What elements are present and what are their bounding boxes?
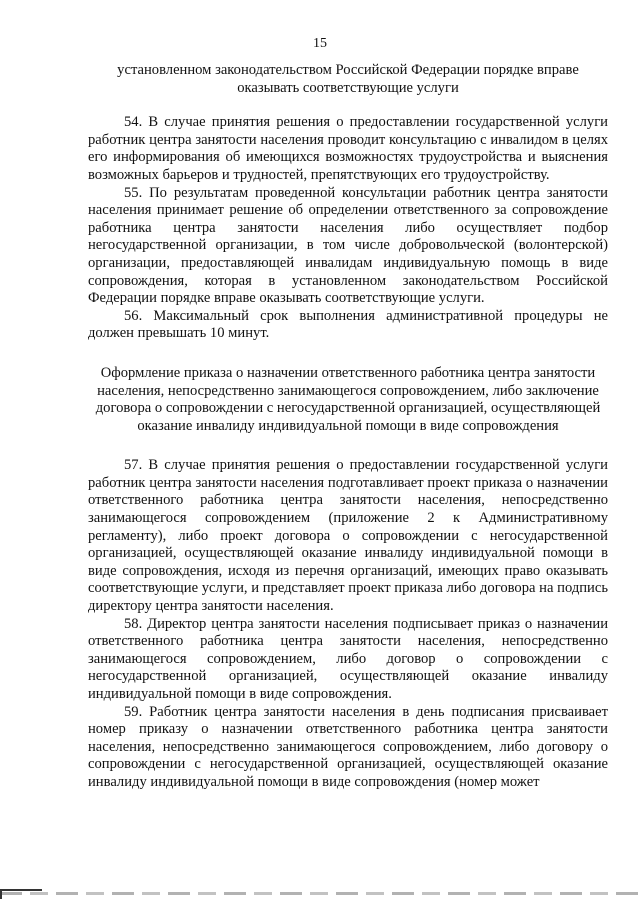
scan-corner-artifact bbox=[0, 889, 42, 899]
paragraph-56: 56. Максимальный срок выполнения административной процедуры не должен превышать 10 минут. bbox=[88, 307, 608, 342]
paragraph-57: 57. В случае принятия решения о предоставлении государственной услуги работник центра занятости населения подготавливает проект приказа о назначении ответственного работника центра занятости населения, непосредственно занимающегося сопровождением (приложение 2 к Административному регламенту), либо проект договора о сопровождении с негосударственной организацией, осуществляющей оказание инвалиду индивидуальной помощи в виде сопровождения, исходя из перечня организаций, имеющих право оказывать соответствующие услуги, и представляет проект приказа либо договора на подпись директору центра занятости населения. bbox=[88, 457, 608, 615]
scan-edge-artifact bbox=[0, 892, 640, 895]
paragraph-54: 54. В случае принятия решения о предоставлении государственной услуги работник центра занятости населения проводит консультацию с инвалидом в целях его информирования об имеющихся возможностях трудоустройства и выяснения возможных барьеров и трудностей, препятствующих его трудоустройству. bbox=[88, 114, 608, 183]
page-number: 15 bbox=[313, 36, 327, 51]
paragraph-55: 55. По результатам проведенной консультации работник центра занятости населения принимает решение об определении ответственного за сопровождение работника центра занятости населения либо осуществляет подбор негосударственной организации, в том числе добровольческой (волонтерской) организации, предоставляющей инвалидам индивидуальную помощь в виде сопровождения, которая в установленном законодательством Российской Федерации порядке вправе оказывать соответствующие услуги. bbox=[88, 184, 608, 307]
section-heading: Оформление приказа о назначении ответственного работника центра занятости населения, непосредственно занимающегося сопровождением, либо заключение договора о сопровождении с негосударственной организацией, осуществляющей оказание инвалиду индивидуальной помощи в виде сопровождения bbox=[95, 364, 601, 434]
paragraph-58: 58. Директор центра занятости населения подписывает приказ о назначении ответственного работника центра занятости населения, непосредственно занимающегося сопровождением, либо договор о сопровождении с негосударственной организацией, осуществляющей оказание инвалиду индивидуальной помощи в виде сопровождения. bbox=[88, 615, 608, 702]
paragraph-59: 59. Работник центра занятости населения в день подписания присваивает номер приказу о назначении ответственного работника центра занятости населения, непосредственно занимающегося сопровождением, либо договору о сопровождении с негосударственной организацией, осуществляющей оказание инвалиду индивидуальной помощи в виде сопровождения (номер может bbox=[88, 703, 608, 790]
continuation-text: установленном законодательством Российской Федерации порядке вправе оказывать соответствующие услуги bbox=[117, 62, 579, 96]
document-body bbox=[88, 62, 608, 792]
